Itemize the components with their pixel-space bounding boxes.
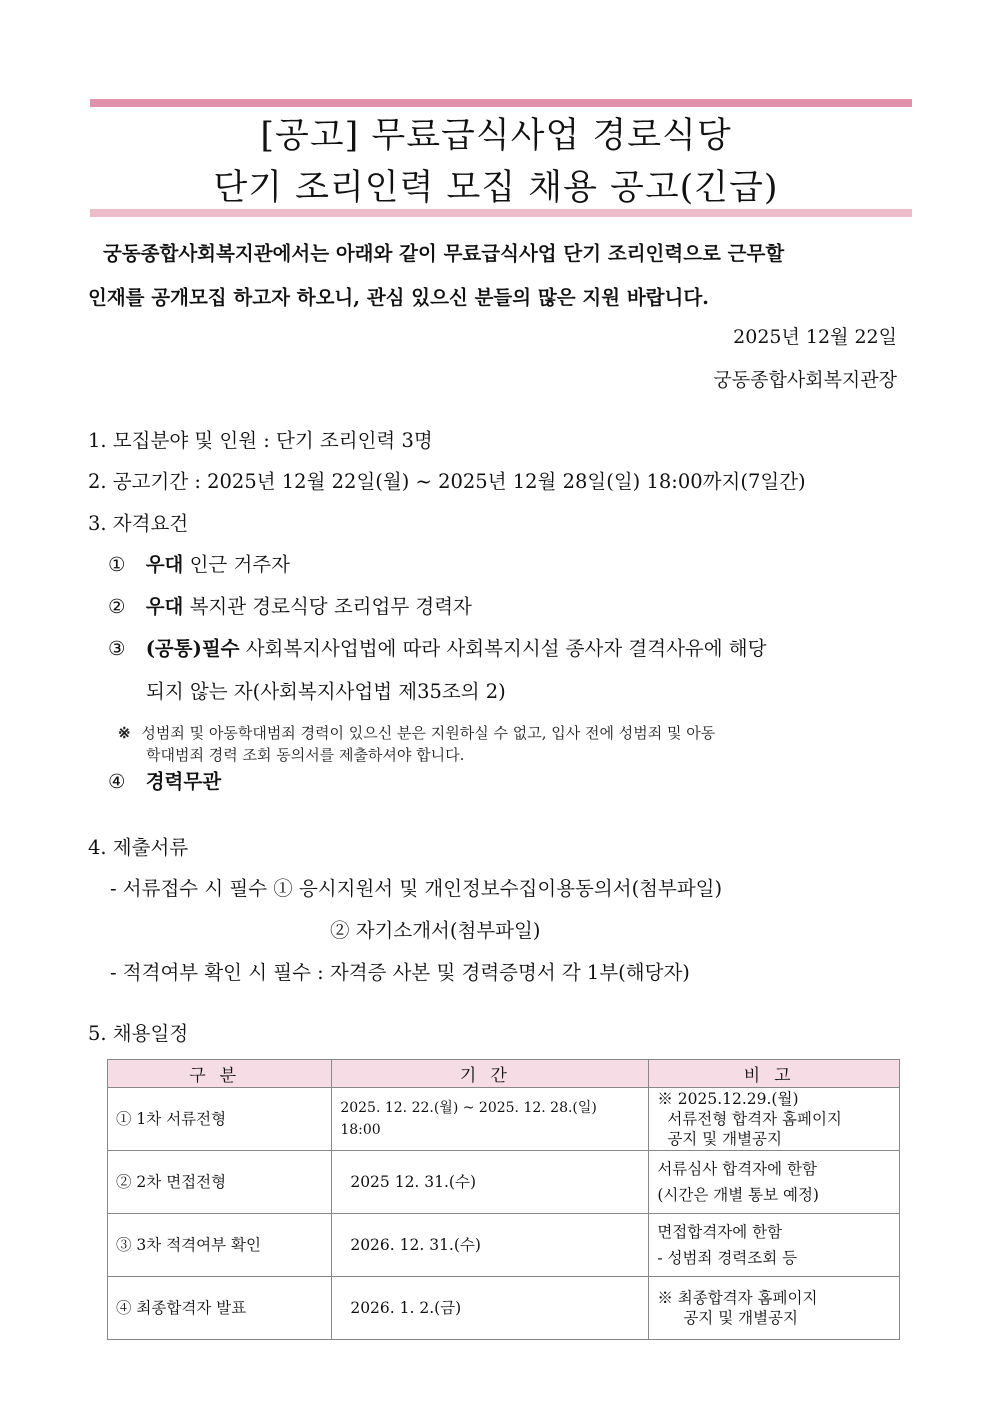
- note-line: 서류전형 합격자 홈페이지: [667, 1110, 842, 1128]
- intro-line1: 궁동종합사회복지관에서는 아래와 같이 무료급식사업 단기 조리인력으로 근무할: [103, 242, 785, 265]
- requirement-note-line1: [118, 722, 715, 743]
- section-2: 2. 공고기간 : 2025년 12월 22일(월) ~ 2025년 12월 28일(일) 18:00까지(7일간): [88, 470, 806, 493]
- page-title-line1: [공고] 무료급식사업 경로식당: [260, 116, 732, 156]
- requirement-item-3: [108, 633, 766, 661]
- item-number: ④: [108, 770, 126, 793]
- stage-cell: ④ 최종합격자 발표: [108, 1277, 332, 1340]
- note-line: - 성범죄 경력조회 등: [657, 1249, 798, 1267]
- documents-line1: - 서류접수 시 필수 ① 응시지원서 및 개인정보수집이용동의서(첨부파일): [110, 877, 723, 900]
- note-cell: [649, 1277, 900, 1340]
- issuer-name: 궁동종합사회복지관장: [713, 369, 897, 391]
- note-cell: [649, 1088, 900, 1151]
- note-line: 공지 및 개별공지: [683, 1309, 798, 1327]
- requirement-item-4: [108, 766, 221, 794]
- item-text: 인근 거주자: [183, 553, 290, 576]
- note-line: ※ 최종합격자 홈페이지: [657, 1289, 818, 1307]
- item-bold-label: 우대: [145, 595, 184, 618]
- item-text: 사회복지사업법에 따라 사회복지시설 종사자 결격사유에 해당: [239, 637, 767, 660]
- requirement-item-1: [108, 549, 290, 577]
- note-text: 성범죄 및 아동학대범죄 경력이 있으신 분은 지원하실 수 없고, 입사 전에 성범죄 및 아동: [141, 724, 716, 742]
- page-title-line2: 단기 조리인력 모집 채용 공고(긴급): [213, 168, 779, 208]
- schedule-table: [107, 1059, 900, 1340]
- header-period: 기간: [332, 1060, 649, 1088]
- note-line: 서류심사 합격자에 한함: [657, 1160, 817, 1178]
- documents-line3: - 적격여부 확인 시 필수 : 자격증 사본 및 경력증명서 각 1부(해당자): [110, 961, 690, 984]
- item-bold-label: (공통)필수: [145, 637, 240, 660]
- item-number: ②: [108, 595, 126, 618]
- stage-cell: ③ 3차 적격여부 확인: [108, 1214, 332, 1277]
- header-stage: 구분: [108, 1060, 332, 1088]
- section-1: 1. 모집분야 및 인원 : 단기 조리인력 3명: [88, 429, 433, 452]
- notice-date: 2025년 12월 22일: [733, 326, 897, 348]
- note-cell: [649, 1151, 900, 1214]
- item-text: 복지관 경로식당 조리업무 경력자: [183, 595, 472, 618]
- section-5-heading: 5. 채용일정: [88, 1022, 189, 1045]
- documents-line2: ② 자기소개서(첨부파일): [330, 919, 541, 942]
- item-number: ①: [108, 553, 126, 576]
- note-line: ※ 2025.12.29.(월): [657, 1090, 799, 1108]
- requirement-item-2: [108, 591, 472, 619]
- stage-cell: ① 1차 서류전형: [108, 1088, 332, 1151]
- period-cell: 2026. 12. 31.(수): [332, 1214, 649, 1277]
- item-bold-label: 우대: [145, 553, 184, 576]
- note-mark: ※: [118, 724, 131, 742]
- title-top-bar: [90, 99, 912, 107]
- schedule-header-row: [108, 1060, 900, 1088]
- header-note: 비고: [649, 1060, 900, 1088]
- note-line: 면접합격자에 한함: [657, 1223, 783, 1241]
- section-4-heading: 4. 제출서류: [88, 836, 189, 859]
- section-3-heading: 3. 자격요건: [88, 512, 189, 535]
- requirement-note-line2: 학대범죄 경력 조회 동의서를 제출하셔야 합니다.: [146, 746, 465, 764]
- intro-line2: 인재를 공개모집 하고자 하오니, 관심 있으신 분들의 많은 지원 바랍니다.: [88, 286, 709, 309]
- note-cell: [649, 1214, 900, 1277]
- stage-cell: ② 2차 면접전형: [108, 1151, 332, 1214]
- note-line: 공지 및 개별공지: [667, 1130, 782, 1148]
- requirement-item-3-continued: 되지 않는 자(사회복지사업법 제35조의 2): [146, 680, 506, 703]
- period-cell: 2025. 12. 22.(월) ~ 2025. 12. 28.(일) 18:00: [332, 1088, 649, 1151]
- table-row: [108, 1214, 900, 1277]
- note-line: (시간은 개별 통보 예정): [657, 1186, 819, 1204]
- period-cell: 2025 12. 31.(수): [332, 1151, 649, 1214]
- table-row: [108, 1151, 900, 1214]
- table-row: [108, 1277, 900, 1340]
- item-bold-label: 경력무관: [145, 770, 222, 793]
- table-row: [108, 1088, 900, 1151]
- item-number: ③: [108, 637, 126, 660]
- title-bottom-bar: [90, 209, 912, 217]
- period-cell: 2026. 1. 2.(금): [332, 1277, 649, 1340]
